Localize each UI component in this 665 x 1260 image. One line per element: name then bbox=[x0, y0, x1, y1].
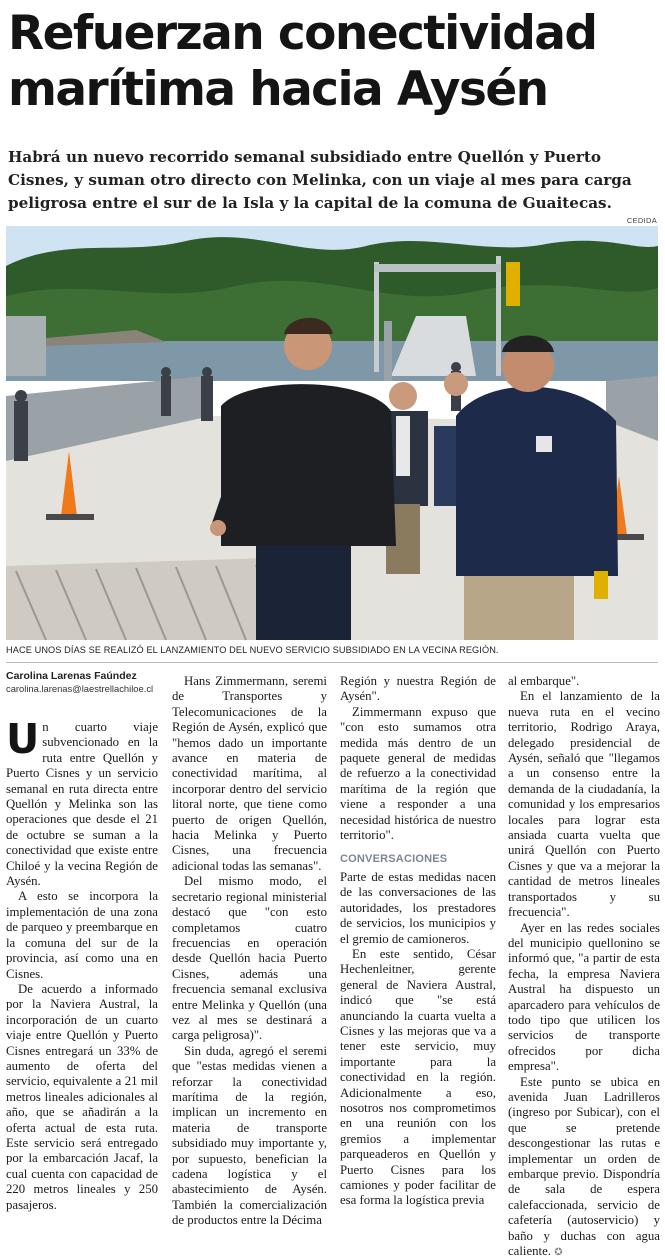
body-column-2 bbox=[172, 674, 327, 1229]
article-photo bbox=[6, 226, 658, 640]
photo-illustration bbox=[6, 226, 658, 640]
drop-cap: U bbox=[6, 715, 40, 763]
body-column-1 bbox=[6, 715, 158, 1213]
body-paragraph: Un cuarto viaje subvencionado en la ruta entre Quellón y Puerto Cisnes y un servicio semanal en ruta directa entre Quellón y Melinka son las operaciones que desde el 21 de octubre se suman a la conectividad que existe entre Chiloé y la vecina Región de Aysén. bbox=[6, 715, 158, 889]
body-paragraph: En este sentido, César Hechenleitner, gerente general de Naviera Austral, indicó que "se está anunciando la cuarta vuelta a Cisnes y las mejoras que va a tener este servicio, muy importante para la conectividad en la región. Adicionalmente a eso, nosotros nos comprometimos en una reunión con los gremios a implementar parqueaderos en Quellón y Puerto Cisnes para los camiones y poder facilitar de esa forma la logística previa bbox=[340, 946, 496, 1208]
body-paragraph: Zimmermann expuso que "con esto sumamos otra medida más dentro de un paquete general de medidas de refuerzo a la conectividad marítima de la región que viene a responder a una necesidad histórica de nuestro territorio". bbox=[340, 704, 496, 843]
article-headline: Refuerzan conectividad marítima hacia Aysén bbox=[8, 6, 597, 117]
body-paragraph: Ayer en las redes sociales del municipio quellonino se informó que, "a partir de esta fecha, la empresa Naviera Austral ha dispuesto un aparcadero para vehículos de todo tipo que utilicen los servicios de transporte ofrecidos por dicha empresa". bbox=[508, 920, 660, 1074]
body-paragraph: Región y nuestra Región de Aysén". bbox=[340, 674, 496, 704]
section-heading: CONVERSACIONES bbox=[340, 853, 448, 866]
body-paragraph: Este punto se ubica en avenida Juan Ladrilleros (ingreso por Subicar), con el que se pretende descongestionar las rutas e implementar un orden de embarque previo. Dispondría de sala de espera calefaccionada, servicio de cafetería (autoservicio) y baño y duchas con agua caliente. ✪ bbox=[508, 1074, 660, 1259]
end-of-article-icon: ✪ bbox=[554, 1247, 563, 1259]
body-paragraph: De acuerdo a informado por la Naviera Austral, la incorporación de un cuarto viaje entre Quellón y Puerto Cisnes entregará un 33% de aumento de oferta del servicio, equivalente a 21 mil metros lineales adicionales al año, que se añadirán a la oferta actual de esta ruta. Este servicio será entregado por la embarcación Jacaf, la cual cuenta con capacidad de 220 metros lineales y 250 pasajeros. bbox=[6, 981, 158, 1212]
author-name: Carolina Larenas Faúndez bbox=[6, 670, 137, 682]
body-paragraph: En el lanzamiento de la nueva ruta en el vecino territorio, Rodrigo Araya, delegado presidencial de Aysén, señaló que "llegamos a un consenso entre la demanda de la ciudadanía, la comunidad y los empresarios locales para lograr esta ansiada cuarta vuelta que unirá Quellón con Puerto Cisnes y que va a mejorar la cantidad de metros lineales transportados y su frecuencia". bbox=[508, 689, 660, 920]
body-column-3 bbox=[340, 674, 496, 1209]
body-paragraph: Parte de estas medidas nacen de las conversaciones de las autoridades, los prestadores de servicios, los municipios y el gremio de camioneros. bbox=[340, 869, 496, 946]
body-paragraph: A esto se incorpora la implementación de una zona de parqueo y preembarque en la comuna del sur de la provincia, así como una en Cisnes. bbox=[6, 889, 158, 981]
body-paragraph: al embarque". bbox=[508, 674, 580, 688]
caption-divider bbox=[6, 662, 658, 663]
body-paragraph: Sin duda, agregó el seremi que "estas medidas vienen a reforzar la conectividad marítima de la región, implican un incremento en materia de transporte subsidiado muy importante y, por supuesto, benefician la cadena logística y el abastecimiento de Aysén. También la comercialización de productos entre la Décima bbox=[172, 1043, 327, 1228]
author-email[interactable]: carolina.larenas@laestrellachiloe.cl bbox=[6, 683, 154, 694]
body-paragraph: Del mismo modo, el secretario regional ministerial destacó que "con esto completamos cuatro frecuencias en operación desde Quellón hacia Puerto Cisnes, además una frecuencia semanal exclusiva entre Melinka y Quellón (una vez al mes se destinará a carga peligrosa)". bbox=[172, 874, 327, 1043]
photo-caption: HACE UNOS DÍAS SE REALIZÓ EL LANZAMIENTO DEL NUEVO SERVICIO SUBSIDIADO EN LA VECINA REGIÓN. bbox=[6, 645, 499, 655]
body-paragraph: Hans Zimmermann, seremi de Transportes y Telecomunicaciones de la Región de Aysén, explicó que "hemos dado un importante avance en materia de conectividad marítima, al incorporar dentro del servicio litoral norte, que tiene como puerto de origen Quellón, hacia Melinka y Puerto Cisnes, una frecuencia adicional todas las semanas". bbox=[172, 674, 327, 873]
body-column-4 bbox=[508, 674, 660, 1260]
article-subheadline: Habrá un nuevo recorrido semanal subsidiado entre Quellón y Puerto Cisnes, y suman otro directo con Melinka, con un viaje al mes para carga peligrosa entre el sur de la Isla y la capital de la comuna de Guaitecas. bbox=[8, 148, 632, 212]
byline bbox=[6, 670, 166, 694]
photo-credit: CEDIDA bbox=[626, 216, 657, 225]
